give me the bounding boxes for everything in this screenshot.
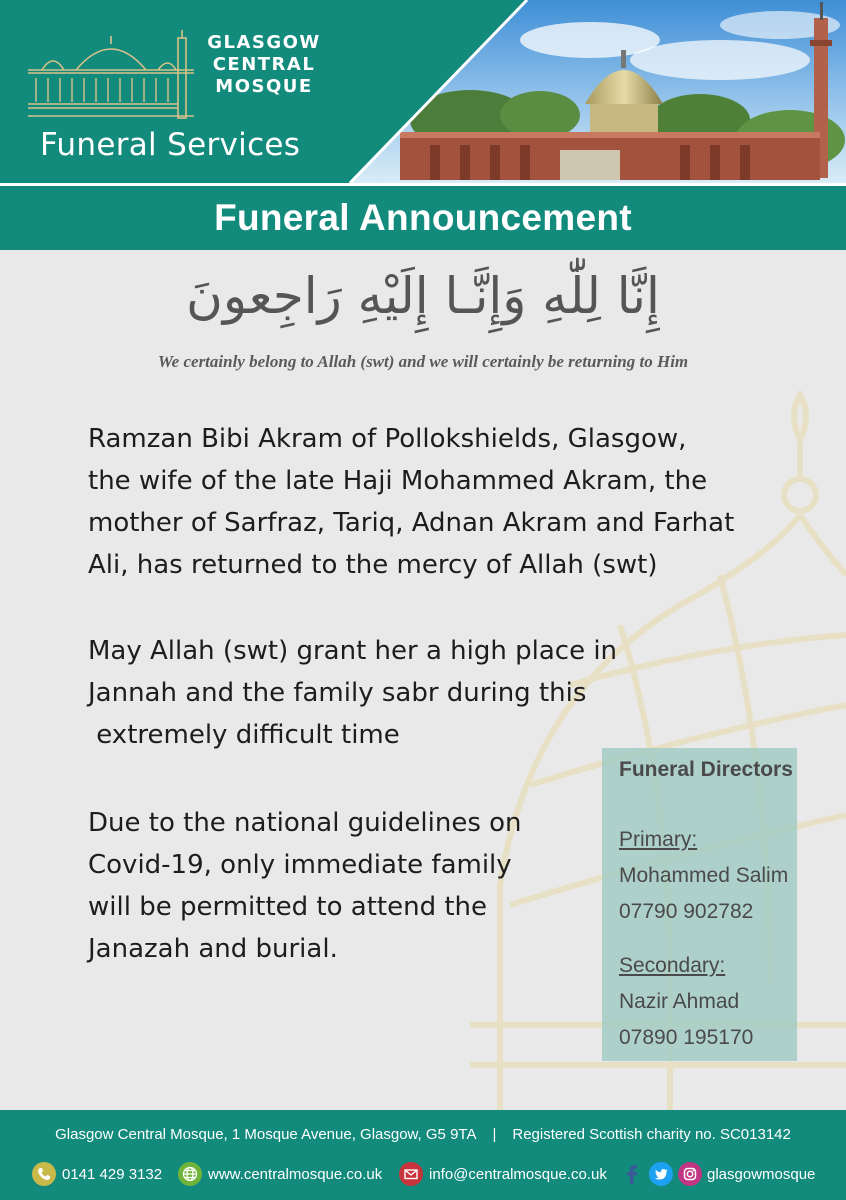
page-title: Funeral Announcement (214, 197, 632, 238)
mail-icon (399, 1162, 423, 1186)
text-line: Jannah and the family sabr during this (88, 678, 587, 708)
funeral-directors-box (602, 748, 797, 1061)
footer-separator: | (492, 1126, 497, 1143)
charity-number: Registered Scottish charity no. SC013142 (512, 1126, 791, 1143)
primary-label: Primary: (619, 828, 698, 851)
text-line: Ramzan Bibi Akram of Pollokshields, Glasgow, (88, 424, 687, 454)
footer-website[interactable] (178, 1160, 382, 1188)
announcement-paragraph-2 (88, 630, 617, 756)
phone-icon (32, 1162, 56, 1186)
logo-line-3: MOSQUE (215, 76, 313, 97)
directors-title: Funeral Directors (619, 758, 793, 781)
mosque-address: Glasgow Central Mosque, 1 Mosque Avenue, Glasgow, G5 9TA (55, 1126, 477, 1143)
facebook-icon[interactable] (620, 1162, 644, 1186)
text-line: will be permitted to attend the (88, 892, 488, 922)
text-line: Janazah and burial. (88, 934, 338, 964)
service-title: Funeral Services (40, 127, 301, 163)
footer-phone[interactable] (32, 1160, 162, 1188)
text-line: extremely difficult time (88, 720, 400, 750)
text-line: Due to the national guidelines on (88, 808, 522, 838)
logo-line-2: CENTRAL (212, 54, 316, 75)
header (0, 0, 846, 183)
twitter-icon[interactable] (649, 1162, 673, 1186)
arabic-verse: إِنَّا لِلّٰهِ وَإِنَّـا إِلَيْهِ رَاجِعونَ (186, 267, 660, 325)
announcement-paragraph-3 (88, 802, 522, 970)
footer-social[interactable] (620, 1160, 815, 1188)
website-url: www.centralmosque.co.uk (208, 1165, 383, 1183)
text-line: Ali, has returned to the mercy of Allah (swt) (88, 550, 658, 580)
text-line: mother of Sarfraz, Tariq, Adnan Akram and Farhat (88, 508, 735, 538)
social-handle: glasgowmosque (707, 1165, 816, 1183)
secondary-label: Secondary: (619, 954, 726, 977)
logo-line-1: GLASGOW (207, 32, 321, 53)
instagram-icon[interactable] (678, 1162, 702, 1186)
text-line: May Allah (swt) grant her a high place in (88, 636, 618, 666)
footer-contacts (0, 1160, 846, 1188)
footer-address-line (0, 1126, 846, 1143)
verse-translation: We certainly belong to Allah (swt) and we will certainly be returning to Him (157, 352, 689, 371)
secondary-name: Nazir Ahmad (619, 990, 740, 1013)
announcement-paragraph-1 (88, 418, 734, 586)
footer (0, 1110, 846, 1200)
secondary-phone[interactable]: 07890 195170 (619, 1026, 754, 1049)
text-line: the wife of the late Haji Mohammed Akram, the (88, 466, 708, 496)
primary-name: Mohammed Salim (619, 864, 789, 887)
text-line: Covid-19, only immediate family (88, 850, 512, 880)
footer-email[interactable] (399, 1160, 607, 1188)
announcement-banner (0, 186, 846, 250)
globe-icon (178, 1162, 202, 1186)
email-address: info@centralmosque.co.uk (429, 1165, 607, 1183)
primary-phone[interactable]: 07790 902782 (619, 900, 754, 923)
phone-number: 0141 429 3132 (62, 1165, 163, 1183)
mosque-logo (28, 30, 194, 120)
logo-text (194, 32, 334, 98)
